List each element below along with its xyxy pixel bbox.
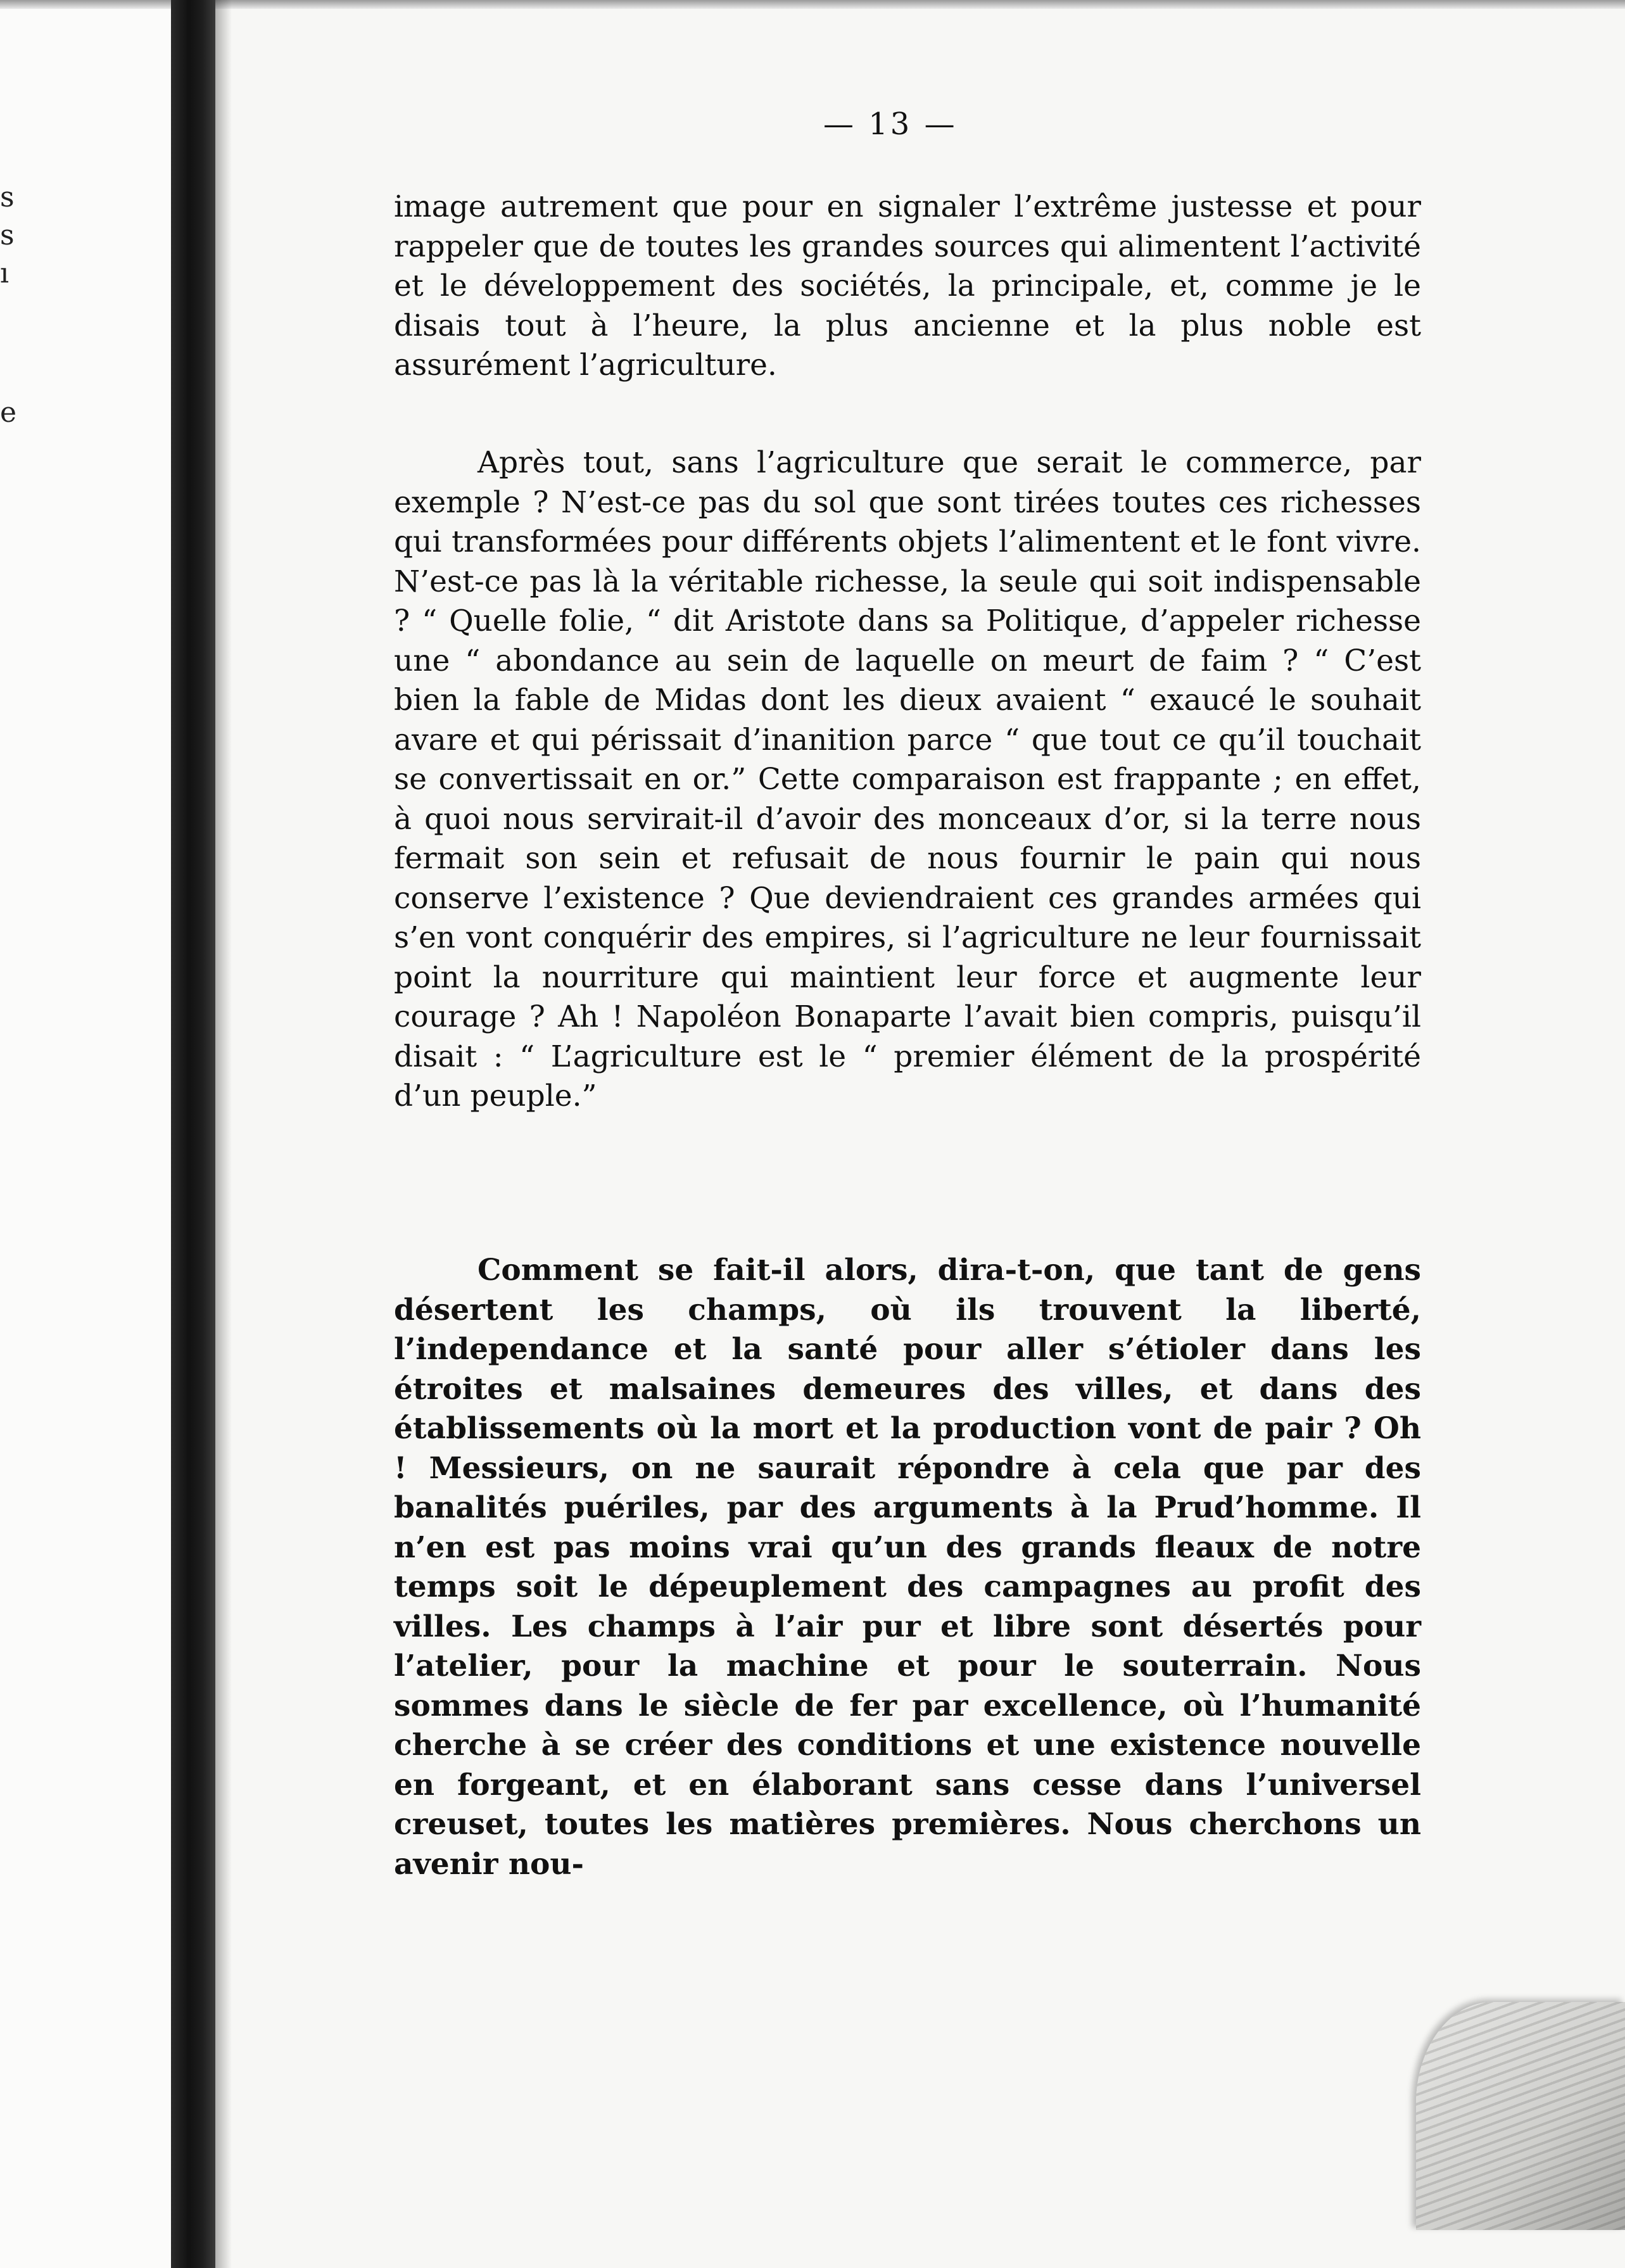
paragraph-3 xyxy=(394,1251,1421,1884)
paragraph-2-text: Après tout, sans l’agriculture que serait le commerce, par exemple ? N’est-ce pas du sol que sont tirées toutes ces richesses qui transformées pour différents objets l’alimentent et le font vivre. N’est-ce pas là la véritable richesse, la seule qui soit indispensable ? “ Quelle folie, “ dit Aristote dans sa Politique, d’appeler richesse une “ abondance au sein de laquelle on meurt de faim ? “ C’est bien la fable de Midas dont les dieux avaient “ exaucé le souhait avare et qui périssait d’inanition parce “ que tout ce qu’il touchait se convertissait en or.” Cette comparaison est frappante ; en effet, à quoi nous servirait-il d’avoir des monceaux d’or, si la terre nous fermait son sein et refusait de nous fournir le pain qui nous conserve l’existence ? Que deviendraient ces grandes armées qui s’en vont conquérir des empires, si l’agriculture ne leur fournissait point la nourriture qui maintient leur force et augmente leur courage ? Ah ! Napoléon Bonaparte l’avait bien compris, puisqu’il disait : “ L’agriculture est le “ premier élément de la prospérité d’un peuple.” xyxy=(394,445,1421,1113)
book-binding xyxy=(171,0,215,2268)
margin-fragment: s xyxy=(0,219,15,251)
margin-fragment: e xyxy=(0,396,17,429)
paragraph-1-text: image autrement que pour en signaler l’extrême justesse et pour rappeler que de toutes les grandes sources qui alimentent l’activité et le développement des sociétés, la principale, et, comme je le disais tout à l’heure, la plus ancienne et la plus noble est assurément l’agriculture. xyxy=(394,189,1421,383)
page-number: — 13 — xyxy=(823,106,958,142)
paragraph-3-text: Comment se fait-il alors, dira-t-on, que tant de gens désertent les champs, où ils trouvent la liberté, l’independance et la santé pour aller s’étioler dans les étroites et malsaines demeures des villes, et dans des établissements où la mort et la production vont de pair ? Oh ! Messieurs, on ne saurait répondre à cela que par des banalités puériles, par des arguments à la Prud’homme. Il n’en est pas moins vrai qu’un des grands fleaux de notre temps soit le dépeuplement des campagnes au profit des villes. Les champs à l’air pur et libre sont désertés pour l’atelier, pour la machine et pour le souterrain. Nous sommes dans le siècle de fer par excellence, où l’humanité cherche à se créer des conditions et une existence nouvelle en forgeant, et en élaborant sans cesse dans l’universel creuset, toutes les matières premières. Nous cherchons un avenir nou- xyxy=(394,1253,1421,1882)
margin-fragment: s xyxy=(0,181,15,213)
margin-fragment: ı xyxy=(0,257,9,289)
paragraph-1 xyxy=(394,187,1421,386)
page-curl-corner xyxy=(1416,2002,1625,2230)
binding-shadow xyxy=(215,0,232,2268)
scan-top-edge xyxy=(0,0,1625,9)
paragraph-2 xyxy=(394,443,1421,1117)
previous-page-edge xyxy=(0,0,171,2268)
